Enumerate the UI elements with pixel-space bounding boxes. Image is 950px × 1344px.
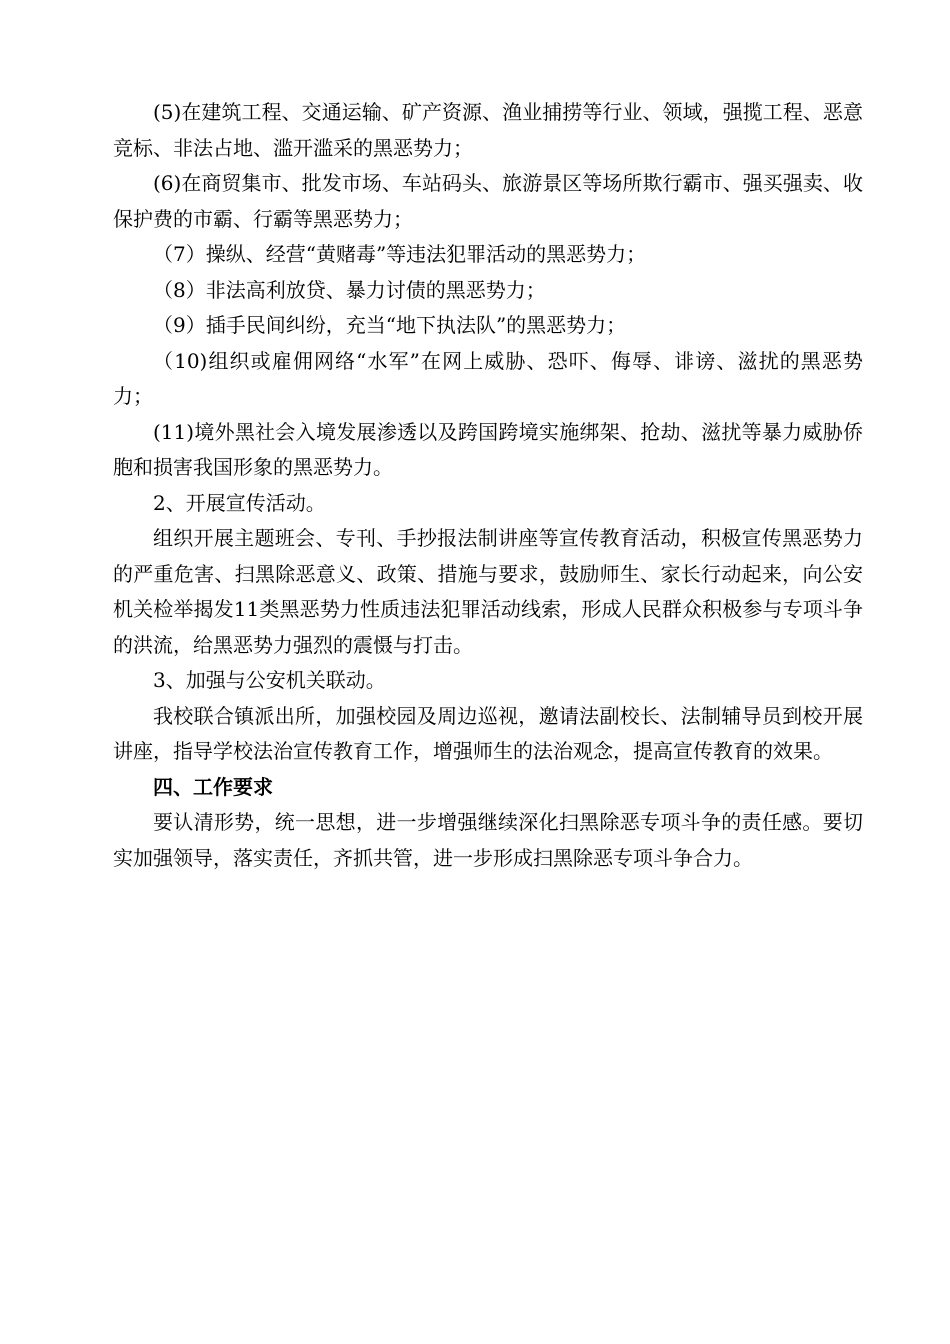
document-body — [113, 95, 863, 876]
list-item-11: (11)境外黑社会入境发展渗透以及跨国跨境实施绑架、抢劫、滋扰等暴力威胁侨胞和损害我国形象的黑恶势力。 — [113, 419, 863, 479]
section-heading: 四、工作要求 — [153, 774, 273, 799]
paragraph-publicity: 组织开展主题班会、专刊、手抄报法制讲座等宣传教育活动，积极宣传黑恶势力的严重危害、扫黑除恶意义、政策、措施与要求，鼓励师生、家长行动起来，向公安机关检举揭发11类黑恶势力性质违法犯罪活动线索，形成人民群众积极参与专项斗争的洪流，给黑恶势力强烈的震慑与打击。 — [113, 526, 863, 657]
list-item-9: （9）插手民间纠纷，充当“地下执法队”的黑恶势力； — [153, 313, 627, 337]
paragraph-police-cooperation: 我校联合镇派出所，加强校园及周边巡视，邀请法副校长、法制辅导员到校开展讲座，指导学校法治宣传教育工作，增强师生的法治观念，提高宣传教育的效果。 — [113, 703, 863, 763]
subheading-police-cooperation: 3、加强与公安机关联动。 — [153, 668, 386, 692]
list-item-8: （8）非法高利放贷、暴力讨债的黑恶势力； — [153, 277, 546, 302]
list-item-7: （7）操纵、经营“黄赌毒”等违法犯罪活动的黑恶势力； — [153, 242, 647, 266]
paragraph-requirements: 要认清形势，统一思想，进一步增强继续深化扫黑除恶专项斗争的责任感。要切实加强领导，落实责任，齐抓共管，进一步形成扫黑除恶专项斗争合力。 — [113, 810, 863, 870]
list-item-6: (6)在商贸集市、批发市场、车站码头、旅游景区等场所欺行霸市、强买强卖、收保护费的市霸、行霸等黑恶势力； — [113, 171, 863, 231]
list-item-5: (5)在建筑工程、交通运输、矿产资源、渔业捕捞等行业、领域，强揽工程、恶意竞标、非法占地、滥开滥采的黑恶势力； — [113, 100, 863, 160]
list-item-10: （10)组织或雇佣网络“水军”在网上威胁、恐吓、侮辱、诽谤、滋扰的黑恶势力； — [113, 348, 863, 408]
subheading-publicity: 2、开展宣传活动。 — [153, 490, 326, 515]
